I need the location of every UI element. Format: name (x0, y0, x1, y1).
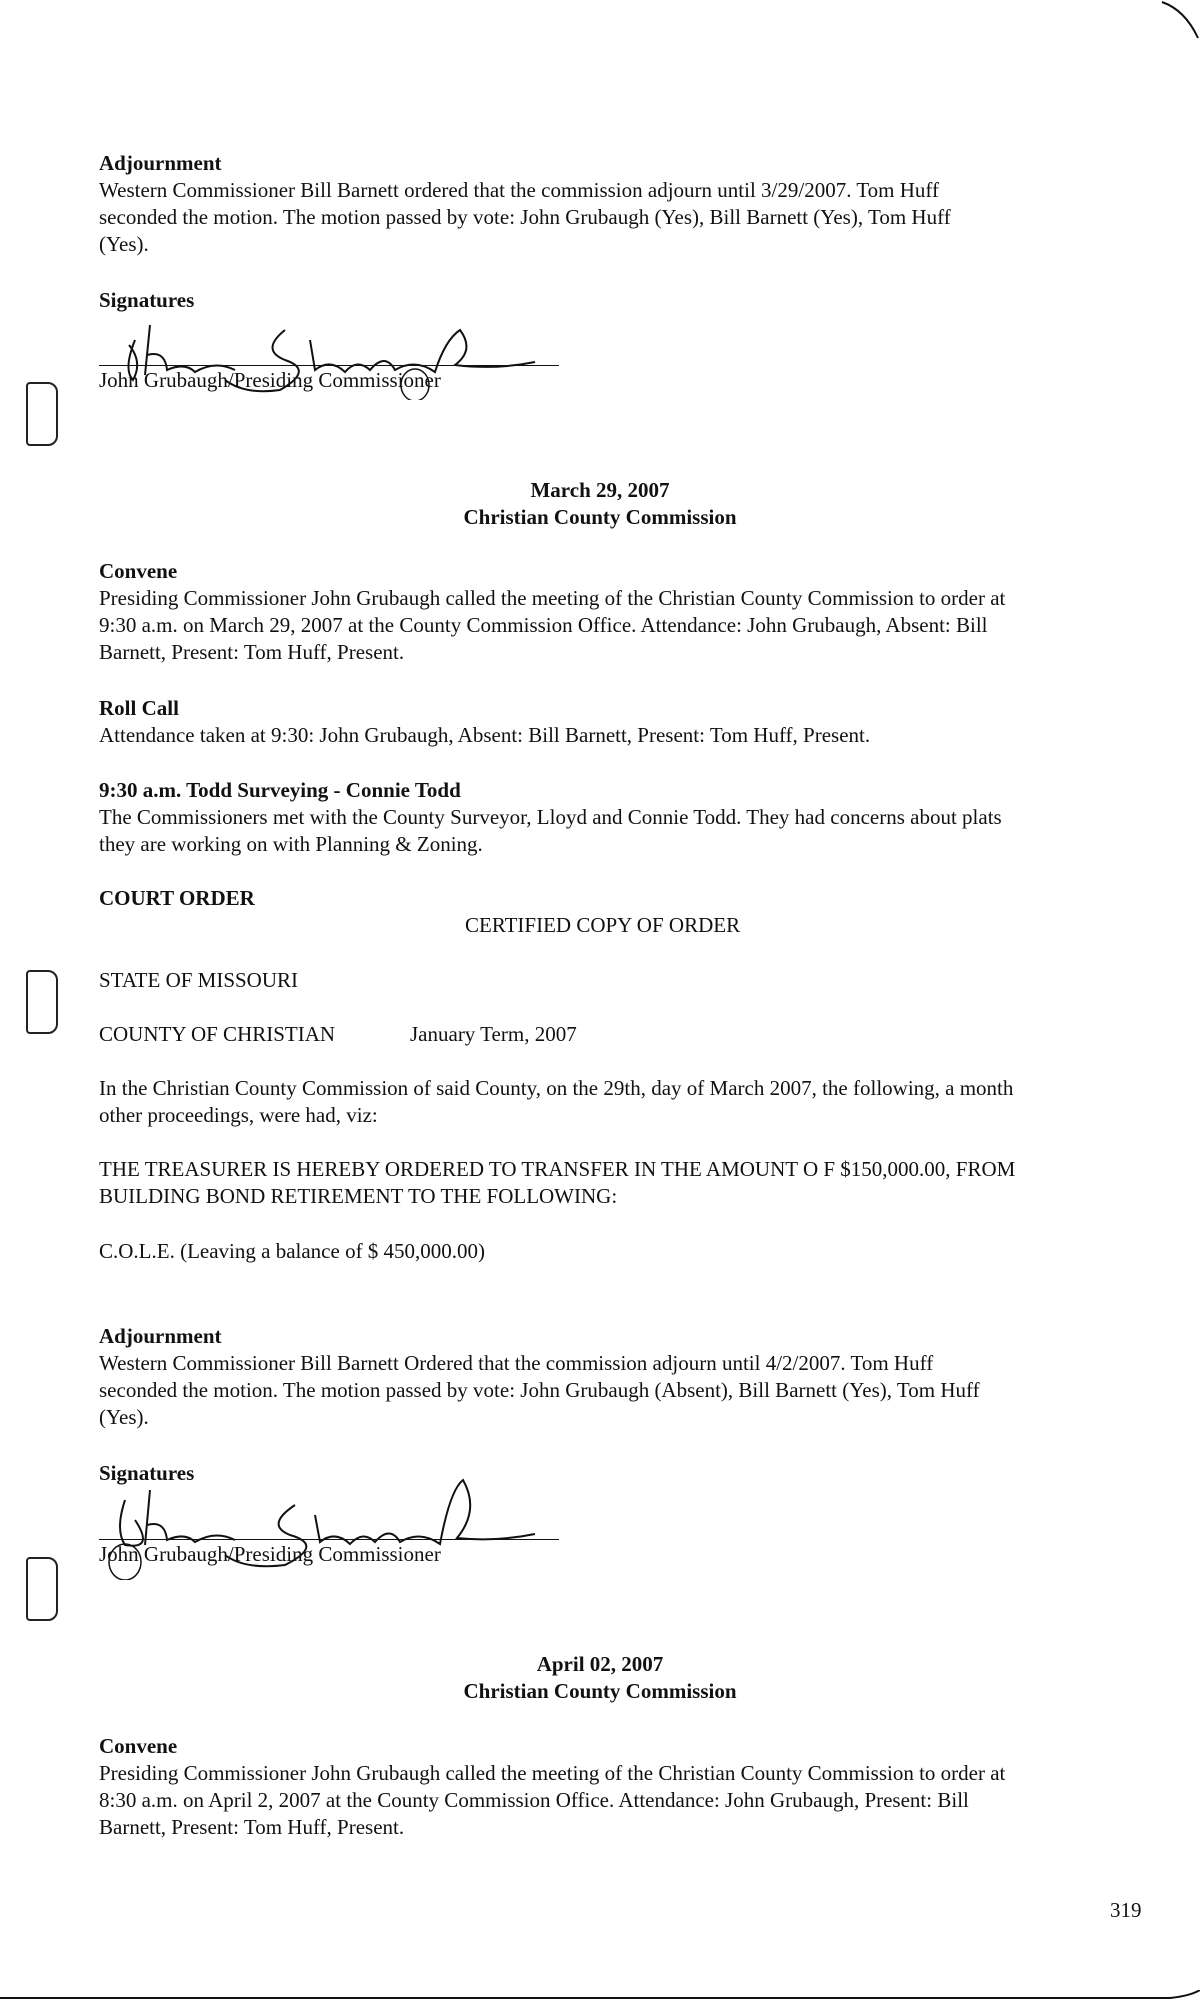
section-heading: Adjournment (99, 1324, 222, 1348)
paragraph-line: Western Commissioner Bill Barnett Ordered that the commission adjourn until 4/2/2007. Tom Huff (99, 1351, 934, 1375)
binder-punch-hole (26, 970, 58, 1034)
paragraph-line: other proceedings, were had, viz: (99, 1103, 378, 1127)
paragraph-line: seconded the motion. The motion passed by vote: John Grubaugh (Yes), Bill Barnett (Yes), Tom Huff (99, 205, 951, 229)
paragraph-line: BUILDING BOND RETIREMENT TO THE FOLLOWING: (99, 1184, 618, 1208)
certified-copy-title: CERTIFIED COPY OF ORDER (465, 913, 741, 937)
paragraph-line: 9:30 a.m. on March 29, 2007 at the County Commission Office. Attendance: John Grubaugh, Absent: Bill (99, 613, 988, 637)
signature-line (99, 365, 559, 366)
paragraph-line: Barnett, Present: Tom Huff, Present. (99, 1815, 405, 1839)
section-heading: Convene (99, 1734, 178, 1758)
paragraph-line: Barnett, Present: Tom Huff, Present. (99, 640, 405, 664)
paragraph-line: Presiding Commissioner John Grubaugh called the meeting of the Christian County Commission to order at (99, 1761, 1006, 1785)
binder-punch-hole (26, 1557, 58, 1621)
paragraph-line: Presiding Commissioner John Grubaugh called the meeting of the Christian County Commission to order at (99, 586, 1006, 610)
signatures-heading: Signatures (99, 288, 195, 312)
page-edge-bottom-line (0, 1990, 1200, 2000)
signer-name: John Grubaugh/Presiding Commissioner (99, 1542, 441, 1566)
convene-section (99, 1733, 1144, 1841)
term-line: January Term, 2007 (410, 1022, 577, 1046)
paragraph-line: THE TREASURER IS HEREBY ORDERED TO TRANSFER IN THE AMOUNT O F $150,000.00, FROM (99, 1157, 1016, 1181)
paragraph-line: 8:30 a.m. on April 2, 2007 at the County Commission Office. Attendance: John Grubaugh, Present: Bill (99, 1788, 969, 1812)
paragraph-line: In the Christian County Commission of said County, on the 29th, day of March 2007, the following, a month (99, 1076, 1014, 1100)
paragraph-line: Attendance taken at 9:30: John Grubaugh, Absent: Bill Barnett, Present: Tom Huff, Present. (99, 723, 871, 747)
signer-name: John Grubaugh/Presiding Commissioner (99, 368, 441, 392)
adjournment-section (99, 1323, 1144, 1431)
signature-line (99, 1539, 559, 1540)
paragraph-line: Western Commissioner Bill Barnett ordered that the commission adjourn until 3/29/2007. Tom Huff (99, 178, 940, 202)
adjournment-section (99, 150, 1144, 258)
meeting-body: Christian County Commission (463, 1679, 737, 1703)
section-heading: Convene (99, 559, 178, 583)
meeting-date: April 02, 2007 (536, 1652, 664, 1676)
signatures-heading: Signatures (99, 1461, 195, 1485)
paragraph-line: The Commissioners met with the County Surveyor, Lloyd and Connie Todd. They had concerns about plats (99, 805, 1002, 829)
todd-surveying-section (99, 777, 1144, 858)
paragraph-line: (Yes). (99, 232, 149, 256)
binder-punch-hole (26, 382, 58, 446)
page-number: 319 (1110, 1898, 1142, 1922)
paragraph-line: seconded the motion. The motion passed by vote: John Grubaugh (Absent), Bill Barnett (Yes), Tom Huff (99, 1378, 980, 1402)
state-line: STATE OF MISSOURI (99, 968, 299, 992)
section-heading: Adjournment (99, 151, 222, 175)
county-line: COUNTY OF CHRISTIAN (99, 1022, 336, 1046)
section-heading: Roll Call (99, 696, 179, 720)
paragraph-line: (Yes). (99, 1405, 149, 1429)
paragraph-line: they are working on with Planning & Zoning. (99, 832, 483, 856)
court-order-heading: COURT ORDER (99, 886, 255, 910)
court-order-text (99, 1156, 1144, 1210)
convene-section (99, 558, 1144, 666)
court-intro (99, 1075, 1144, 1129)
meeting-date: March 29, 2007 (530, 478, 670, 502)
cole-balance-line: C.O.L.E. (Leaving a balance of $ 450,000.00) (99, 1239, 486, 1263)
roll-call-section (99, 695, 1144, 749)
section-heading: 9:30 a.m. Todd Surveying - Connie Todd (99, 778, 461, 802)
meeting-body: Christian County Commission (463, 505, 737, 529)
page-edge-top-right-mark (1160, 0, 1200, 40)
